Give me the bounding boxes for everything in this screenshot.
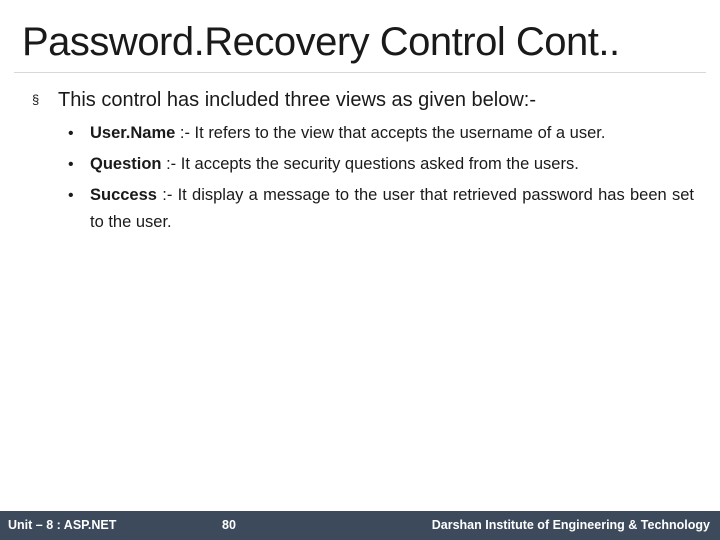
list-item: [66, 120, 694, 147]
term-description: :- It display a message to the user that retrieved password has been set to the user.: [90, 186, 694, 231]
footer-unit-label: Unit – 8 : ASP.NET: [8, 518, 117, 532]
footer-institute-name: Darshan Institute of Engineering & Technology: [431, 518, 710, 532]
term-label: User.Name: [90, 124, 176, 142]
title-divider: [14, 72, 706, 73]
section-bullet-icon: §: [32, 92, 40, 107]
term-label: Question: [90, 155, 162, 173]
footer-bar: [0, 511, 720, 540]
list-item: [66, 182, 694, 236]
slide-title: Password.Recovery Control Cont..: [22, 20, 620, 64]
list-item: [66, 151, 694, 178]
term-label: Success: [90, 186, 157, 204]
term-description: :- It refers to the view that accepts the username of a user.: [175, 124, 606, 142]
sub-bullet-list: [66, 120, 694, 240]
page-number: 80: [222, 518, 236, 532]
term-description: :- It accepts the security questions asked from the users.: [161, 155, 579, 173]
bullet-dot-icon: •: [68, 156, 74, 173]
bullet-dot-icon: •: [68, 187, 74, 204]
bullet-dot-icon: •: [68, 125, 74, 142]
main-bullet-text: This control has included three views as given below:-: [58, 89, 537, 111]
